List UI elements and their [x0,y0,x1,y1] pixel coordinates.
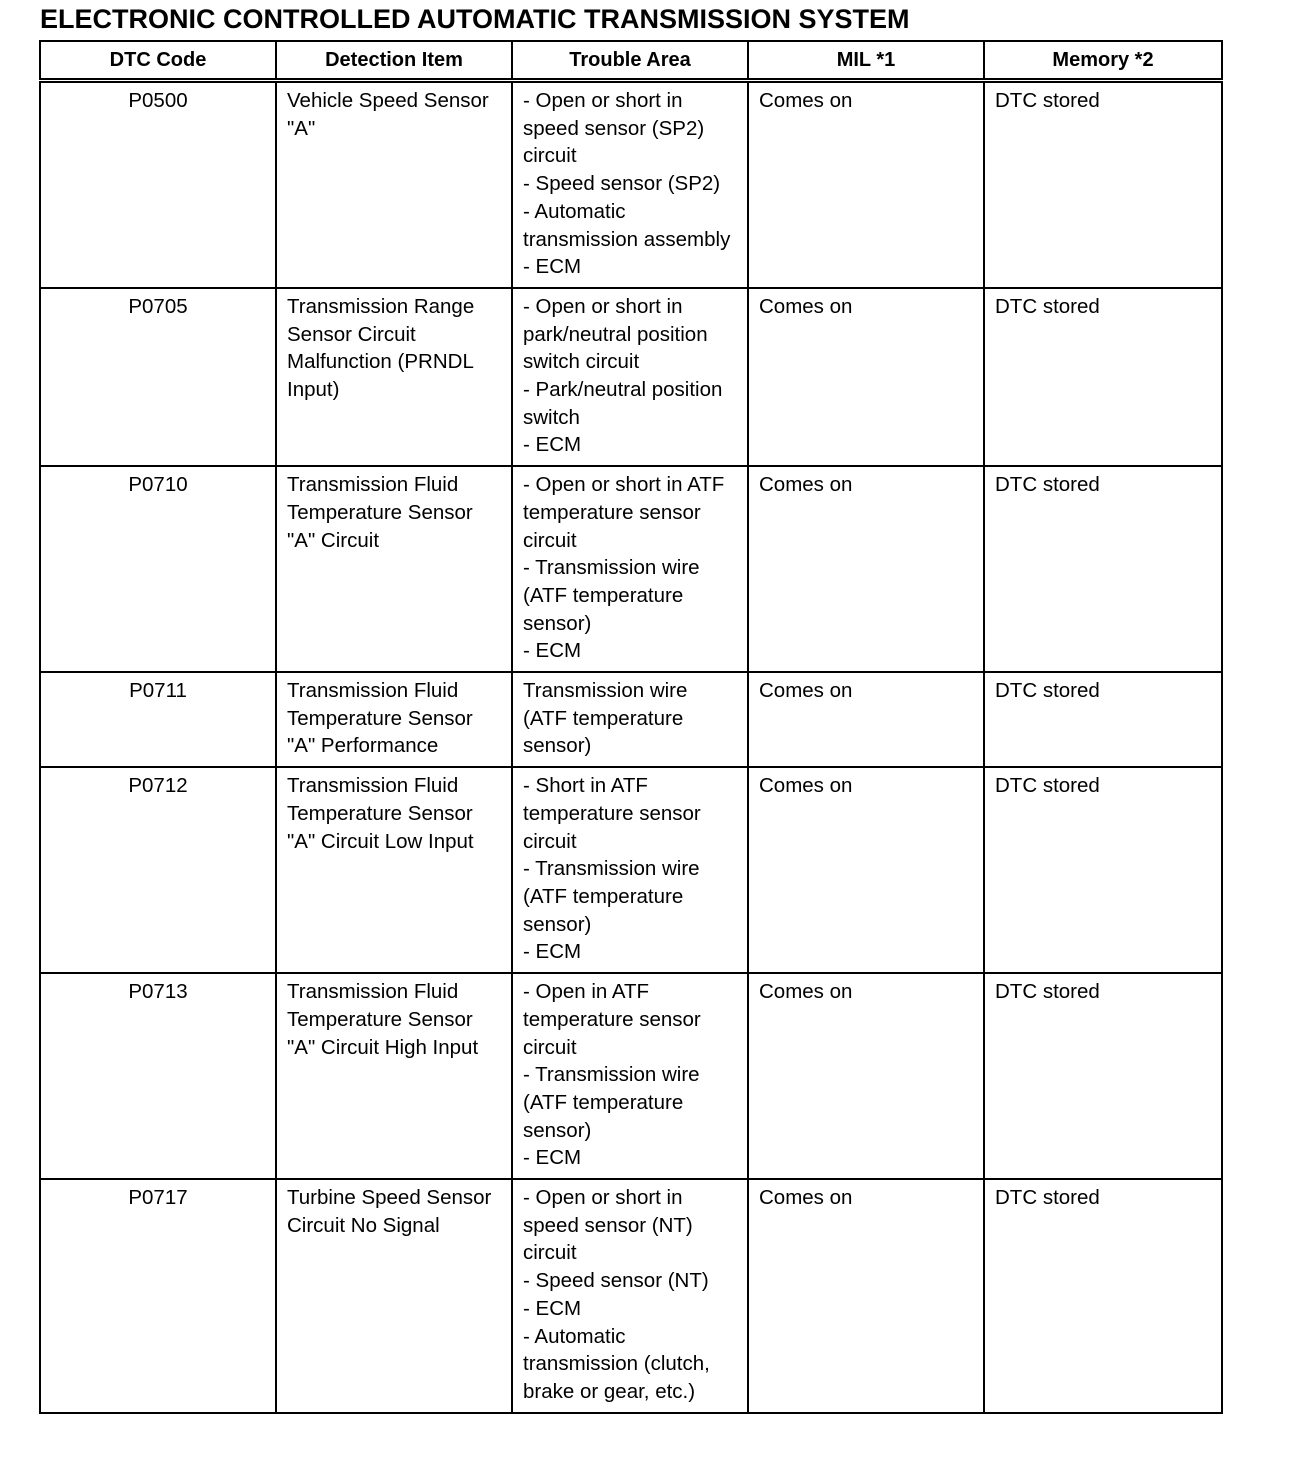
trouble-area-cell [512,466,748,672]
dtc-code-cell: P0711 [40,672,276,767]
trouble-area-cell [512,672,748,767]
header-mil: MIL *1 [748,41,984,81]
memory-cell: DTC stored [984,672,1222,767]
trouble-area-line: Transmission wire (ATF temperature sensor) [523,679,688,758]
header-memory: Memory *2 [984,41,1222,81]
trouble-area-line: - ECM [523,255,582,279]
table-row [40,81,1222,288]
table-row [40,466,1222,672]
trouble-area-line: - Short in ATF temperature sensor circuit [523,774,701,853]
trouble-area-cell [512,767,748,973]
trouble-area-line: - Park/neutral position switch [523,378,723,429]
trouble-area-line: - Open or short in speed sensor (SP2) circuit [523,89,705,168]
mil-cell: Comes on [748,973,984,1179]
dtc-code-cell: P0713 [40,973,276,1179]
dtc-table-header [40,41,1222,81]
dtc-code-cell: P0500 [40,81,276,288]
trouble-area-line: - ECM [523,433,582,457]
dtc-table [39,40,1223,1414]
header-detection-item: Detection Item [276,41,512,81]
trouble-area-line: - ECM [523,639,582,663]
trouble-area-line: - ECM [523,940,582,964]
mil-cell: Comes on [748,466,984,672]
detection-item-cell: Transmission Fluid Temperature Sensor "A" Circuit Low Input [276,767,512,973]
dtc-code-cell: P0717 [40,1179,276,1413]
trouble-area-line: - Automatic transmission assembly [523,199,731,251]
trouble-area-cell [512,288,748,466]
trouble-area-line: - ECM [523,1296,582,1320]
trouble-area-line: - Transmission wire (ATF temperature sensor) [523,556,700,635]
trouble-area-cell [512,1179,748,1413]
dtc-table-body [40,81,1222,1413]
table-row [40,767,1222,973]
detection-item-cell: Transmission Fluid Temperature Sensor "A" Circuit [276,466,512,672]
trouble-area-line: - Speed sensor (SP2) [523,172,721,196]
detection-item-cell: Transmission Fluid Temperature Sensor "A" Circuit High Input [276,973,512,1179]
memory-cell: DTC stored [984,288,1222,466]
trouble-area-line: - Speed sensor (NT) [523,1269,709,1293]
trouble-area-line: - Open or short in speed sensor (NT) circuit [523,1186,693,1265]
mil-cell: Comes on [748,288,984,466]
detection-item-cell: Turbine Speed Sensor Circuit No Signal [276,1179,512,1413]
memory-cell: DTC stored [984,767,1222,973]
document-title: ELECTRONIC CONTROLLED AUTOMATIC TRANSMISSION SYSTEM [40,4,910,34]
trouble-area-line: - Open or short in ATF temperature sensor circuit [523,473,725,552]
table-row [40,672,1222,767]
memory-cell: DTC stored [984,466,1222,672]
dtc-code-cell: P0705 [40,288,276,466]
trouble-area-line: - Open or short in park/neutral position switch circuit [523,294,708,374]
trouble-area-line: - ECM [523,1146,582,1170]
mil-cell: Comes on [748,767,984,973]
dtc-code-cell: P0712 [40,767,276,973]
mil-cell: Comes on [748,81,984,288]
memory-cell: DTC stored [984,973,1222,1179]
detection-item-cell: Vehicle Speed Sensor "A" [276,81,512,288]
trouble-area-cell [512,81,748,288]
dtc-code-cell: P0710 [40,466,276,672]
memory-cell: DTC stored [984,1179,1222,1413]
detection-item-cell: Transmission Fluid Temperature Sensor "A" Performance [276,672,512,767]
trouble-area-cell [512,973,748,1179]
mil-cell: Comes on [748,1179,984,1413]
memory-cell: DTC stored [984,81,1222,288]
header-row [40,41,1222,81]
table-row [40,288,1222,466]
header-dtc-code: DTC Code [40,41,276,81]
trouble-area-line: - Transmission wire (ATF temperature sensor) [523,1063,700,1142]
detection-item-cell: Transmission Range Sensor Circuit Malfunction (PRNDL Input) [276,288,512,466]
table-row [40,973,1222,1179]
header-trouble-area: Trouble Area [512,41,748,81]
trouble-area-line: - Transmission wire (ATF temperature sensor) [523,857,700,936]
trouble-area-line: - Open in ATF temperature sensor circuit [523,980,701,1059]
mil-cell: Comes on [748,672,984,767]
table-row [40,1179,1222,1413]
trouble-area-line: - Automatic transmission (clutch, brake or gear, etc.) [523,1324,710,1403]
